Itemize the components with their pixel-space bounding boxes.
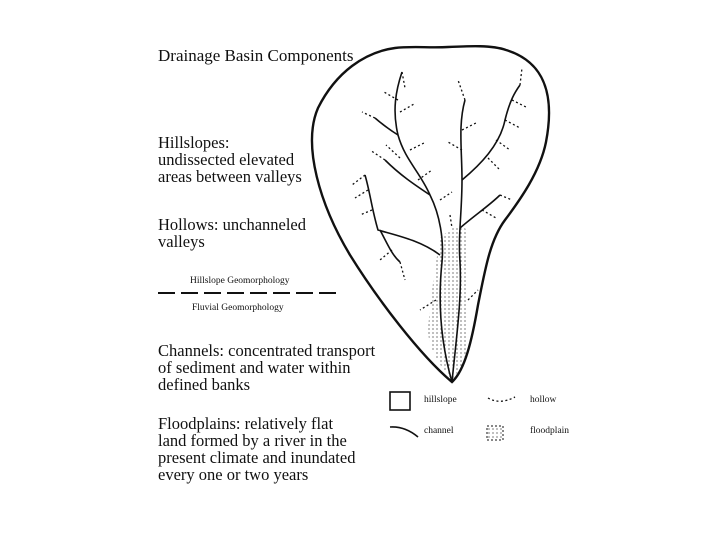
- hollow: [400, 262, 405, 280]
- hollow: [355, 190, 368, 198]
- legend-channel-label: channel: [424, 426, 454, 436]
- tributary-4: [460, 195, 500, 228]
- legend-floodplain-icon: [487, 426, 503, 440]
- hollow: [352, 175, 365, 185]
- hillslopes-line-1: Hillslopes:: [158, 133, 230, 152]
- channels-line-3: defined banks: [158, 375, 251, 394]
- channels-line-1: Channels: concentrated transport: [158, 341, 376, 360]
- floodplains-line-2: land formed by a river in the: [158, 431, 347, 450]
- channel-network: [365, 72, 520, 382]
- hollow: [448, 142, 462, 150]
- tributary-3: [462, 85, 520, 180]
- floodplains-line-1: Floodplains: relatively flat: [158, 414, 334, 433]
- legend-hollow-icon: [488, 397, 515, 401]
- channels-line-2: of sediment and water within: [158, 358, 351, 377]
- hollows-line-1: Hollows: unchanneled: [158, 215, 307, 234]
- tributary-1: [385, 160, 430, 195]
- floodplains-line-4: every one or two years: [158, 465, 309, 484]
- hollows-line-2: valleys: [158, 232, 205, 251]
- hollow: [520, 68, 522, 85]
- hillslope-geomorphology-label: Hillslope Geomorphology: [190, 276, 290, 286]
- legend-floodplain-label: floodplain: [530, 426, 570, 436]
- hollow: [400, 104, 414, 112]
- hollow: [440, 192, 452, 200]
- hollow: [362, 112, 375, 118]
- hollow: [418, 170, 432, 180]
- hillslopes-line-3: areas between valleys: [158, 167, 302, 186]
- hollow: [505, 120, 520, 128]
- hollow: [458, 80, 465, 100]
- hollow: [370, 150, 385, 160]
- legend-hillslope-label: hillslope: [424, 395, 457, 405]
- hollow: [410, 142, 426, 150]
- diagram-title: Drainage Basin Components: [158, 46, 354, 65]
- legend-hollow-label: hollow: [530, 395, 557, 405]
- floodplain-area: [428, 226, 468, 380]
- legend-hillslope-icon: [390, 392, 410, 410]
- hillslopes-line-2: undissected elevated: [158, 150, 295, 169]
- hollow: [462, 122, 478, 130]
- hollow: [482, 210, 496, 218]
- left-channel: [365, 175, 440, 255]
- fluvial-geomorphology-label: Fluvial Geomorphology: [192, 303, 284, 313]
- hollow: [468, 290, 478, 300]
- tributary-2: [375, 118, 398, 135]
- floodplains-line-3: present climate and inundated: [158, 448, 356, 467]
- hollow: [402, 72, 405, 88]
- hollow: [380, 250, 392, 260]
- hollow: [450, 215, 452, 228]
- hollow: [500, 195, 512, 200]
- hollow: [488, 158, 500, 170]
- hollow: [386, 145, 400, 158]
- hollow: [496, 140, 510, 150]
- legend-channel-icon: [390, 427, 418, 437]
- hollow: [360, 210, 372, 215]
- hollow: [512, 100, 528, 108]
